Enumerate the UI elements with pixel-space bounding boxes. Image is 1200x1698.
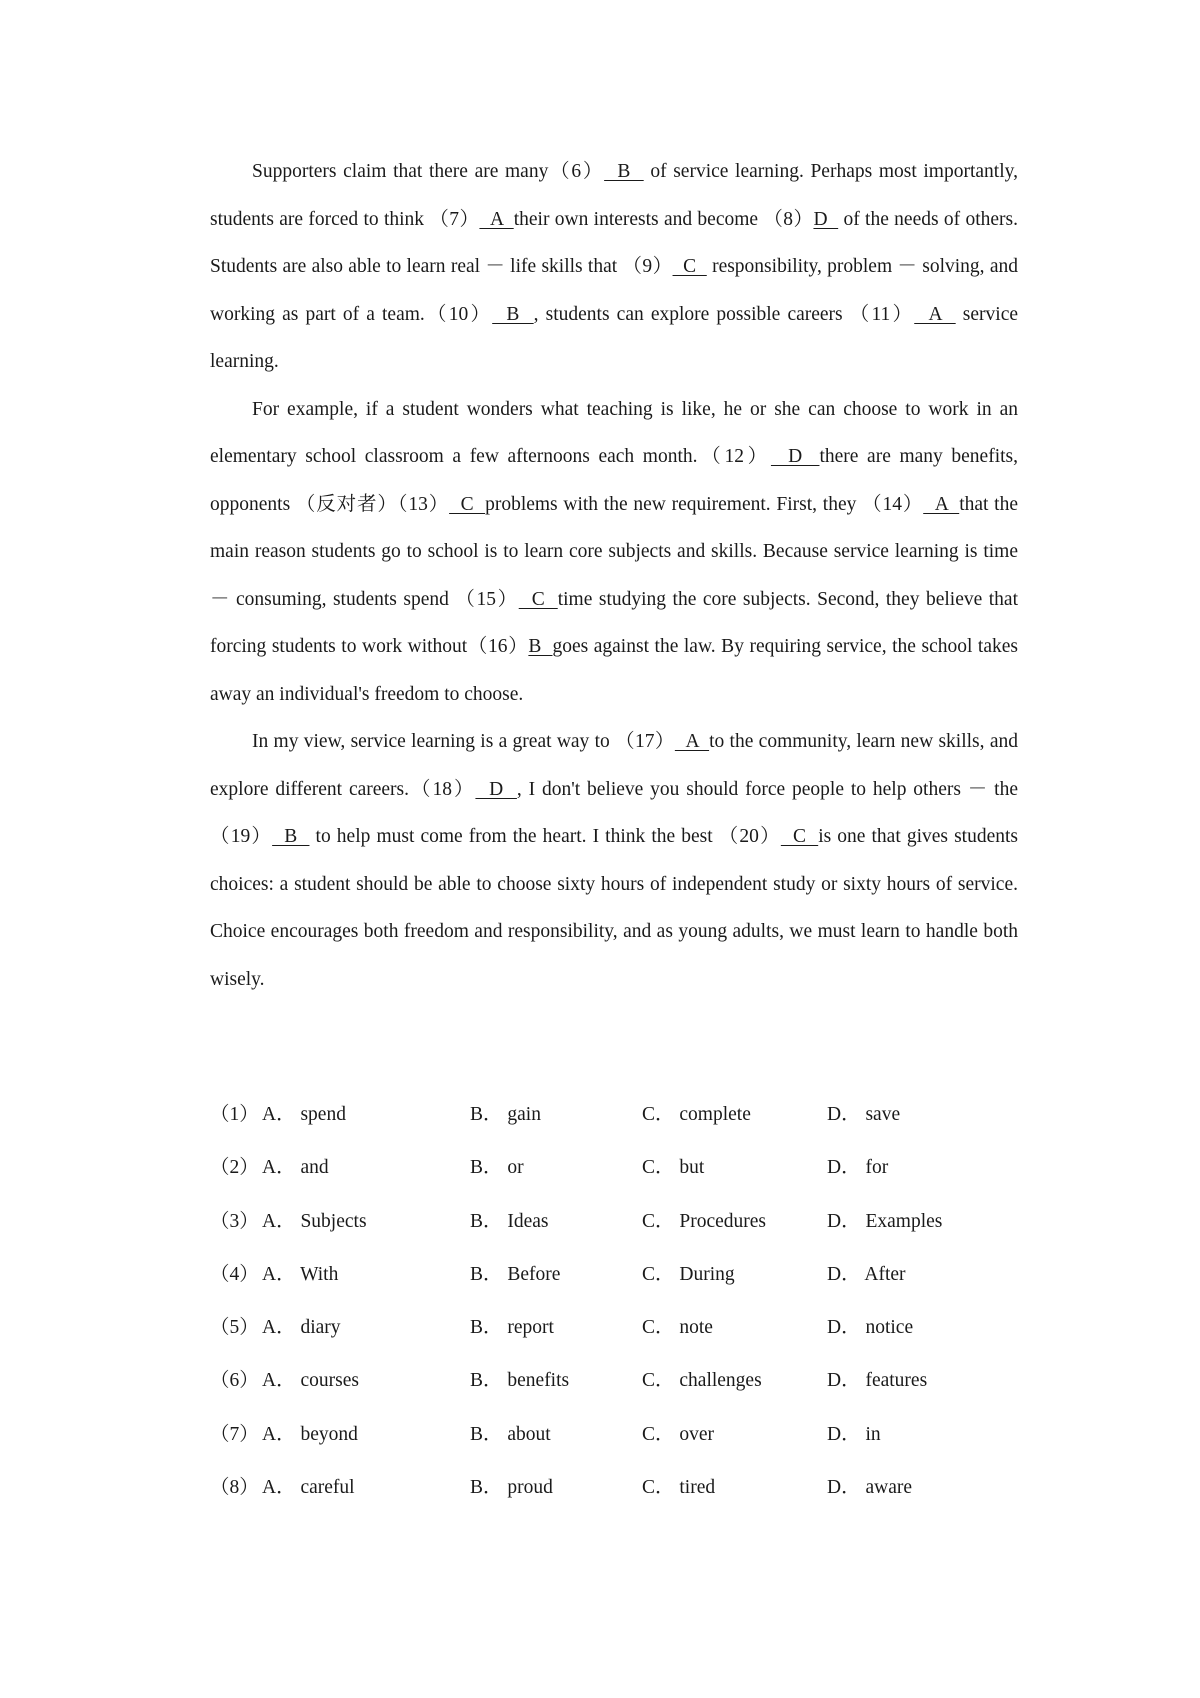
answer-blank-18: D xyxy=(475,778,517,800)
answer-blank-9: C xyxy=(672,256,707,277)
option-row xyxy=(210,1418,1018,1471)
question-number: （8） xyxy=(210,1477,259,1499)
answer-blank-10: B xyxy=(492,303,534,325)
option-c: C． During xyxy=(642,1263,735,1285)
text-segment: of service learning. Perhaps most importantly, students are forced to think （7） xyxy=(210,161,1018,230)
option-a: A． courses xyxy=(262,1370,359,1392)
option-a: A． beyond xyxy=(262,1423,358,1445)
answer-blank-14: A xyxy=(923,493,960,515)
answer-blank-20: C xyxy=(780,826,819,847)
option-b: B． or xyxy=(470,1157,524,1179)
option-b: B． Before xyxy=(470,1263,561,1285)
option-d: D． aware xyxy=(827,1477,912,1499)
paragraph-1 xyxy=(210,148,1018,386)
option-row xyxy=(210,1364,1018,1417)
option-c: C． but xyxy=(642,1157,705,1179)
option-c: C． note xyxy=(642,1317,713,1339)
answer-blank-13: C xyxy=(449,493,486,515)
answer-options xyxy=(210,1098,1018,1524)
text-segment: their own interests and become （8） xyxy=(513,208,814,230)
option-row xyxy=(210,1311,1018,1364)
text-segment: Supporters claim that there are many（6） xyxy=(252,161,605,182)
option-c: C． over xyxy=(642,1423,715,1445)
option-b: B． gain xyxy=(470,1104,541,1125)
option-d: D． save xyxy=(827,1104,901,1125)
option-d: D． features xyxy=(827,1370,928,1392)
option-b: B． proud xyxy=(470,1477,553,1499)
option-row xyxy=(210,1098,1018,1151)
option-d: D． in xyxy=(827,1423,881,1445)
option-row xyxy=(210,1471,1018,1524)
text-segment: service learning. xyxy=(210,303,1019,372)
option-row xyxy=(210,1151,1018,1204)
text-segment: goes against the law. By requiring service, the school takes away an individual's freedom to choose. xyxy=(210,636,1018,705)
question-number: （5） xyxy=(210,1317,259,1339)
answer-blank-19: B xyxy=(272,826,310,847)
text-segment: In my view, service learning is a great way to （17） xyxy=(252,731,675,752)
option-a: A． diary xyxy=(262,1317,341,1339)
answer-blank-15: C xyxy=(518,588,558,610)
paragraph-2 xyxy=(210,386,1018,719)
question-number: （1） xyxy=(210,1104,259,1125)
answer-blank-7: A xyxy=(479,208,514,230)
option-c: C． complete xyxy=(642,1104,751,1125)
option-d: D． Examples xyxy=(827,1210,943,1232)
option-b: B． Ideas xyxy=(470,1210,549,1232)
option-a: A． and xyxy=(262,1157,329,1179)
option-c: C． challenges xyxy=(642,1370,762,1392)
paragraph-3 xyxy=(210,718,1018,1003)
answer-blank-6: B xyxy=(604,161,644,182)
option-c: C． tired xyxy=(642,1477,716,1499)
text-segment: problems with the new requirement. First, they （14） xyxy=(485,493,924,515)
option-d: D． After xyxy=(827,1263,906,1285)
answer-blank-8: D xyxy=(813,208,839,230)
option-a: A． careful xyxy=(262,1477,355,1499)
answer-blank-12: D xyxy=(770,446,820,467)
reading-passage xyxy=(210,148,1018,1003)
text-segment: time studying the core subjects. Second, they believe that forcing students to work without（16） xyxy=(210,588,1018,657)
question-number: （6） xyxy=(210,1370,259,1392)
option-b: B． about xyxy=(470,1423,551,1445)
question-number: （7） xyxy=(210,1423,259,1445)
option-row xyxy=(210,1258,1018,1311)
option-b: B． benefits xyxy=(470,1370,570,1392)
text-segment: there are many benefits, opponents （反对者）（13） xyxy=(210,446,1019,515)
text-segment: to the community, learn new skills, and explore different careers.（18） xyxy=(210,731,1018,800)
text-segment: to help must come from the heart. I think the best （20） xyxy=(309,826,781,847)
option-a: A． With xyxy=(262,1263,339,1285)
option-a: A． Subjects xyxy=(262,1210,367,1232)
option-c: C． Procedures xyxy=(642,1210,767,1232)
question-number: （3） xyxy=(210,1210,259,1232)
option-d: D． for xyxy=(827,1157,889,1179)
option-d: D． notice xyxy=(827,1317,914,1339)
text-segment: For example, if a student wonders what teaching is like, he or she can choose to work in an elementary school classroom a few afternoons each month.（12） xyxy=(210,398,1018,467)
text-segment: responsibility, problem － solving, and working as part of a team.（10） xyxy=(210,256,1018,325)
question-number: （2） xyxy=(210,1157,259,1179)
text-segment: that the main reason students go to school is to learn core subjects and skills. Because service learning is time － consuming, students spend （15） xyxy=(210,493,1019,610)
text-segment: , students can explore possible careers （11） xyxy=(533,303,915,325)
question-number: （4） xyxy=(210,1263,259,1285)
text-segment: of the needs of others. Students are also able to learn real － life skills that （9） xyxy=(210,208,1018,277)
text-segment: is one that gives students choices: a student should be able to choose sixty hours of independent study or sixty hours of service. Choice encourages both freedom and responsibility, and as young adults, we must learn to handle both wisely. xyxy=(210,826,1018,990)
answer-blank-11: A xyxy=(914,303,956,325)
answer-blank-17: A xyxy=(674,731,710,752)
option-b: B． report xyxy=(470,1317,554,1339)
option-a: A． spend xyxy=(262,1104,346,1125)
text-segment: , I don't believe you should force people to help others － the （19） xyxy=(210,778,1018,847)
answer-blank-16: B xyxy=(528,636,553,657)
option-row xyxy=(210,1205,1018,1258)
